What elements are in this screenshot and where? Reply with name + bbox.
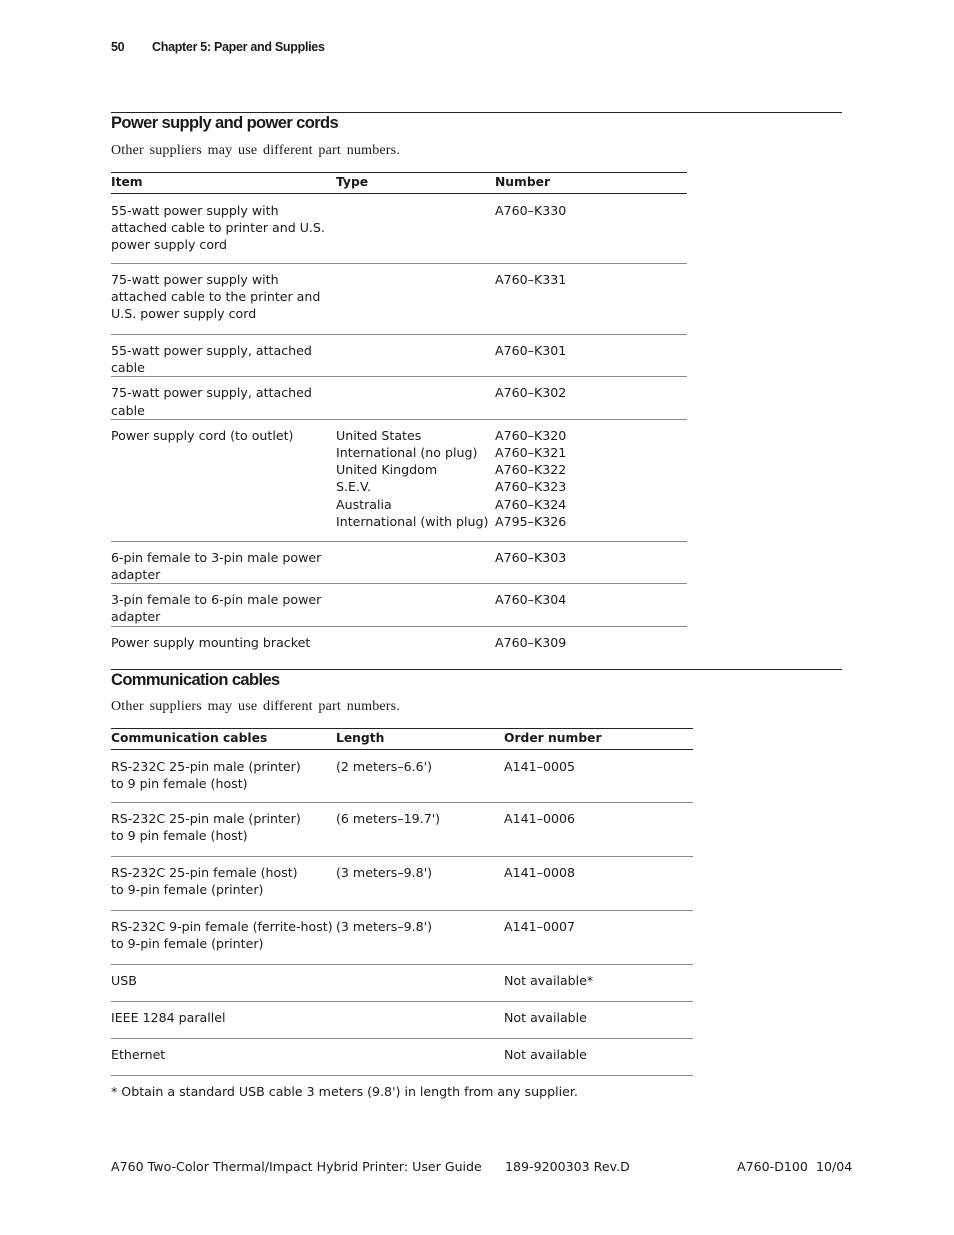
cell-length: [336, 965, 504, 1002]
cell-length: (3 meters–9.8'): [336, 911, 504, 965]
cell-item: 55-watt power supply, attached cable: [111, 335, 336, 377]
table-row: [111, 584, 687, 626]
table-header-row: [111, 729, 693, 750]
running-header: [111, 40, 325, 54]
section-title-comm: Communication cables: [111, 671, 280, 689]
cable-line: USB: [111, 973, 137, 988]
part-number: A760–K302: [495, 385, 567, 401]
cell-cable: [111, 803, 336, 857]
footer-title: A760 Two-Color Thermal/Impact Hybrid Printer: User Guide: [111, 1159, 482, 1174]
part-number: A760–K320: [495, 427, 567, 443]
cell-length: (2 meters–6.6'): [336, 750, 504, 803]
cell-type: [336, 541, 495, 583]
cell-cable: [111, 965, 336, 1002]
table-row: [111, 626, 687, 662]
page-number: 50: [111, 40, 125, 54]
section-rule: [111, 669, 842, 670]
table-row: [111, 194, 687, 264]
cell-order: Not available*: [504, 965, 693, 1002]
cell-cable: [111, 1039, 336, 1076]
part-number: A760–K331: [495, 272, 567, 287]
part-number: A760–K309: [495, 634, 567, 650]
table-row: [111, 541, 687, 583]
cell-type: [336, 626, 495, 662]
table-row: [111, 377, 687, 419]
footer-doc-number: A760-D100 10/04: [737, 1159, 853, 1174]
cell-type: [336, 584, 495, 626]
cell-item: Power supply mounting bracket: [111, 634, 311, 650]
cell-number: [495, 584, 687, 626]
cable-line: to 9-pin female (printer): [111, 936, 264, 952]
cell-cable: [111, 750, 336, 803]
section-rule: [111, 112, 842, 113]
footnote: * Obtain a standard USB cable 3 meters (9.8') in length from any supplier.: [111, 1084, 578, 1099]
table-row: [111, 1002, 693, 1039]
cell-length: (3 meters–9.8'): [336, 857, 504, 911]
type-entry: International (no plug): [336, 445, 478, 461]
cell-order: Not available: [504, 1039, 693, 1076]
cable-line: Ethernet: [111, 1047, 166, 1062]
footer-part-number: 189-9200303 Rev.D: [505, 1159, 630, 1174]
cell-cable: [111, 911, 336, 965]
table-row: [111, 857, 693, 911]
table-row: [111, 965, 693, 1002]
col-header-cable: Communication cables: [111, 729, 336, 750]
section-note-comm: Other suppliers may use different part numbers.: [111, 699, 401, 714]
cable-line: RS-232C 25-pin male (printer): [111, 759, 301, 774]
cell-type: [336, 264, 495, 335]
part-number: A760–K323: [495, 479, 567, 495]
col-header-item: Item: [111, 173, 336, 194]
cell-order: A141–0008: [504, 857, 693, 911]
type-entry: United Kingdom: [336, 462, 438, 478]
cell-item: Power supply cord (to outlet): [111, 419, 336, 541]
col-header-order: Order number: [504, 729, 693, 750]
type-entry: United States: [336, 427, 422, 443]
cell-length: [336, 1039, 504, 1076]
part-number: A760–K303: [495, 549, 567, 565]
cell-item: 55-watt power supply with attached cable to printer and U.S. power supply cord: [111, 194, 336, 264]
part-number: A760–K322: [495, 462, 567, 478]
cell-number: [495, 335, 687, 377]
col-header-type: Type: [336, 173, 495, 194]
part-number: A760–K301: [495, 343, 567, 358]
cell-type: [336, 335, 495, 377]
cell-order: Not available: [504, 1002, 693, 1039]
table-row: [111, 264, 687, 335]
part-number: A760–K321: [495, 445, 567, 461]
type-entry: Australia: [336, 496, 392, 512]
cable-line: to 9 pin female (host): [111, 828, 248, 844]
col-header-length: Length: [336, 729, 504, 750]
cable-line: RS-232C 9-pin female (ferrite-host): [111, 919, 333, 934]
cell-order: A141–0005: [504, 750, 693, 803]
table-row: [111, 803, 693, 857]
cell-item: 75-watt power supply with attached cable to the printer and U.S. power supply cord: [111, 264, 336, 335]
cell-order: A141–0006: [504, 803, 693, 857]
cell-type: [336, 377, 495, 419]
comm-table: [111, 728, 693, 1076]
cable-line: RS-232C 25-pin female (host): [111, 865, 298, 880]
col-header-number: Number: [495, 173, 687, 194]
cell-number: [495, 264, 687, 335]
cell-type: [336, 194, 495, 264]
section-title-power: Power supply and power cords: [111, 114, 339, 132]
cable-line: IEEE 1284 parallel: [111, 1010, 226, 1025]
section-note-power: Other suppliers may use different part numbers.: [111, 143, 401, 158]
table-header-row: [111, 173, 687, 194]
table-row: [111, 750, 693, 803]
power-table: [111, 172, 687, 662]
type-entry: S.E.V.: [336, 479, 371, 495]
part-number: A795–K326: [495, 513, 567, 529]
table-row: [111, 1039, 693, 1076]
cable-line: to 9 pin female (host): [111, 776, 248, 792]
part-number: A760–K304: [495, 592, 567, 608]
table-row: [111, 911, 693, 965]
cell-item: 75-watt power supply, attached cable: [111, 377, 336, 419]
cell-type: [336, 419, 495, 541]
cell-cable: [111, 857, 336, 911]
cable-line: RS-232C 25-pin male (printer): [111, 811, 301, 826]
cell-order: A141–0007: [504, 911, 693, 965]
cable-line: to 9-pin female (printer): [111, 882, 264, 898]
cell-number: [495, 626, 687, 662]
cell-length: [336, 1002, 504, 1039]
cell-number: [495, 419, 687, 541]
table-row: [111, 419, 687, 541]
cell-item: 3-pin female to 6-pin male power adapter: [111, 584, 336, 626]
cell-number: [495, 194, 687, 264]
cell-cable: [111, 1002, 336, 1039]
type-entry: International (with plug): [336, 513, 489, 529]
part-number: A760–K330: [495, 203, 567, 218]
chapter-title: Chapter 5: Paper and Supplies: [152, 40, 325, 54]
cell-length: (6 meters–19.7'): [336, 803, 504, 857]
part-number: A760–K324: [495, 496, 567, 512]
cell-item: 6-pin female to 3-pin male power adapter: [111, 541, 336, 583]
cell-number: [495, 541, 687, 583]
cell-number: [495, 377, 687, 419]
table-row: [111, 335, 687, 377]
